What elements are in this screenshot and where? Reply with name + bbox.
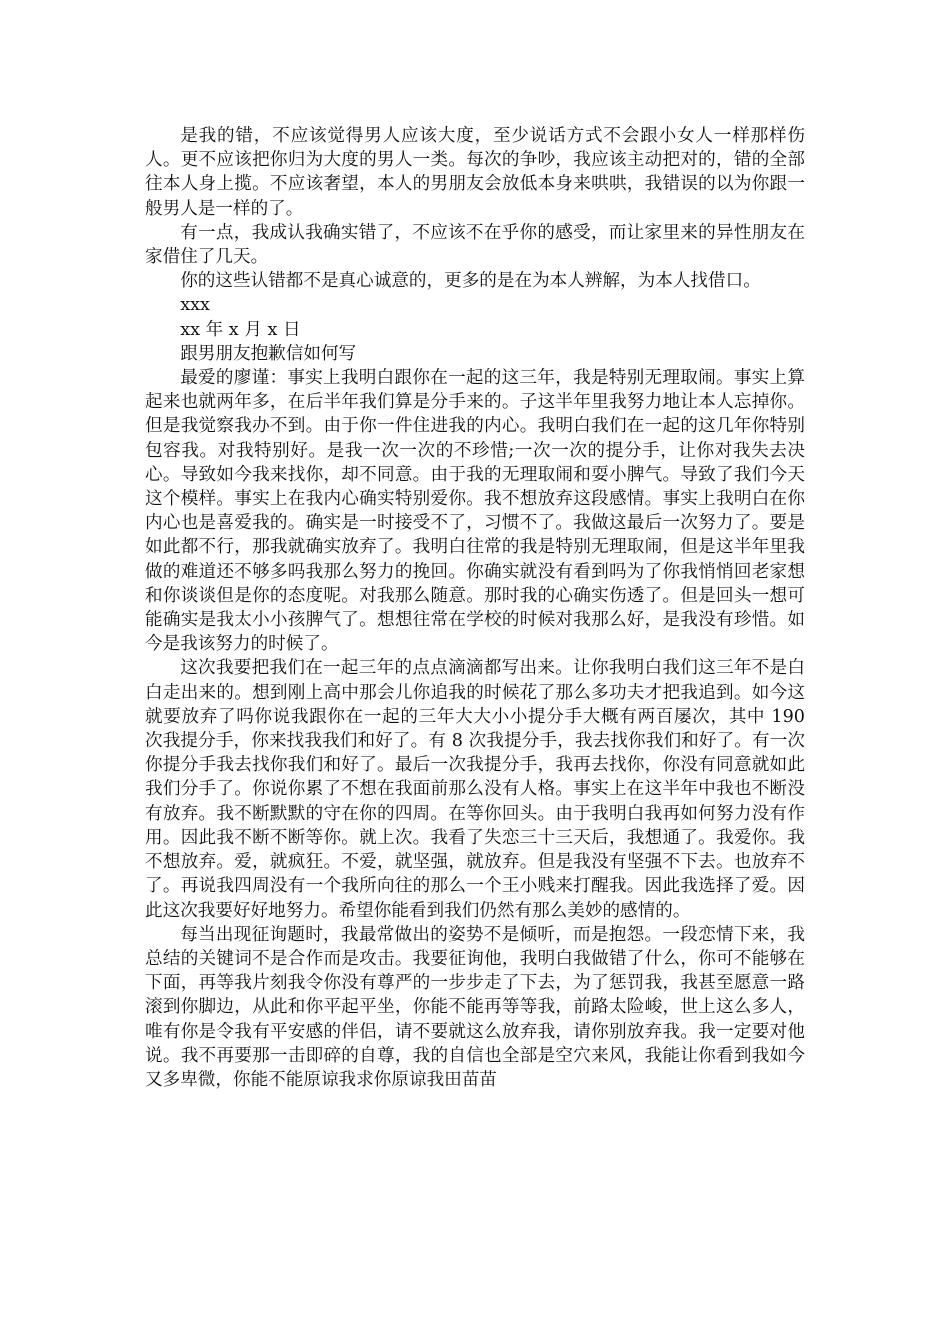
paragraph-apology-1: 是我的错，不应该觉得男人应该大度，至少说话方式不会跟小女人一样那样伤人。更不应该把你归为大度的男人一类。每次的争吵，我应该主动把对的，错的全部往本人身上揽。不应该奢望，本人的男朋友会放低本身来哄哄，我错误的以为你跟一般男人是一样的了。 (145, 126, 805, 219)
signature: xxx (180, 295, 210, 316)
paragraph-letter-2: 这次我要把我们在一起三年的点点滴滴都写出来。让你我明白我们这三年不是白白走出来的。想到刚上高中那会儿你追我的时候花了那么多功夫才把我追到。如今这就要放弃了吗你说我跟你在一起的三年大大小小提分手大概有两百屡次，其中 190 次我提分手，你来找我我们和好了。有 8 次我提分手，我去找你我们和好了。有一次你提分手我去找你我们和好了。最后一次我提分手，我再去找你，你没有同意就如此我们分手了。你说你累了不想在我面前那么没有人格。事实上在这半年中我也不断没有放弃。我不断默默的守在你的四周。在等你回头。由于我明白我再如何努力没有作用。因此我不断不断等你。就上次。我看了失恋三十三天后，我想通了。我爱你。我不想放弃。爱，就疯狂。不爱，就坚强，就放弃。但是我没有坚强不下去。也放弃不了。再说我四周没有一个我所向往的那么一个王小贱来打醒我。因此我选择了爱。因此这次我要好好地努力。希望你能看到我们仍然有那么美妙的感情的。 (145, 658, 805, 921)
paragraph-apology-2: 有一点，我成认我确实错了，不应该不在乎你的感受，而让家里来的异性朋友在家借住了几天。 (145, 222, 805, 268)
section-title: 跟男朋友抱歉信如何写 (180, 343, 357, 364)
paragraph-letter-1: 最爱的廖谨：事实上我明白跟你在一起的这三年，我是特别无理取闹。事实上算起来也就两年多，在后半年我们算是分手来的。子这半年里我努力地让本人忘掉你。但是我觉察我办不到。由于你一件住进我的内心。我明白我们在一起的这几年你特别包容我。对我特别好。是我一次一次的不珍惜;一次一次的提分手，让你对我失去决心。导致如今我来找你，却不同意。由于我的无理取闹和耍小脾气。导致了我们今天这个模样。事实上在我内心确实特别爱你。我不想放弃这段感情。事实上我明白在你内心也是喜爱我的。确实是一时接受不了，习惯不了。我做这最后一次努力了。要是如此都不行，那我就确实放弃了。我明白往常的我是特别无理取闹，但是这半年里我做的难道还不够多吗我那么努力的挽回。你确实就没有看到吗为了你我悄悄回老家想和你谈谈但是你的态度呢。对我那么随意。那时我的心确实伤透了。但是回头一想可能确实是我太小小孩脾气了。想想往常在学校的时候对我那么好，是我没有珍惜。如今是我该努力的时候了。 (145, 368, 805, 655)
document-page (145, 124, 805, 1092)
paragraph-letter-3: 每当出现征询题时，我最常做出的姿势不是倾听，而是抱怨。一段恋情下来，我总结的关键词不是合作而是攻击。我要征询他，我明白我做错了什么，你可不能够在下面，再等我片刻我令你没有尊严的一步步走了下去，为了惩罚我，我甚至愿意一路滚到你脚边，从此和你平起平坐，你能不能再等等我，前路太险峻，世上这么多人，唯有你是令我有平安感的伴侣，请不要就这么放弃我，请你别放弃我。我一定要对他说。我不再要那一击即碎的自尊，我的自信也全部是空穴来风，我能让你看到我如今又多卑微，你能不能原谅我求你原谅我田苗苗 (145, 924, 805, 1090)
date-line: xx 年 x 月 x 日 (180, 319, 301, 340)
paragraph-apology-3: 你的这些认错都不是真心诚意的，更多的是在为本人辨解，为本人找借口。 (180, 271, 761, 292)
